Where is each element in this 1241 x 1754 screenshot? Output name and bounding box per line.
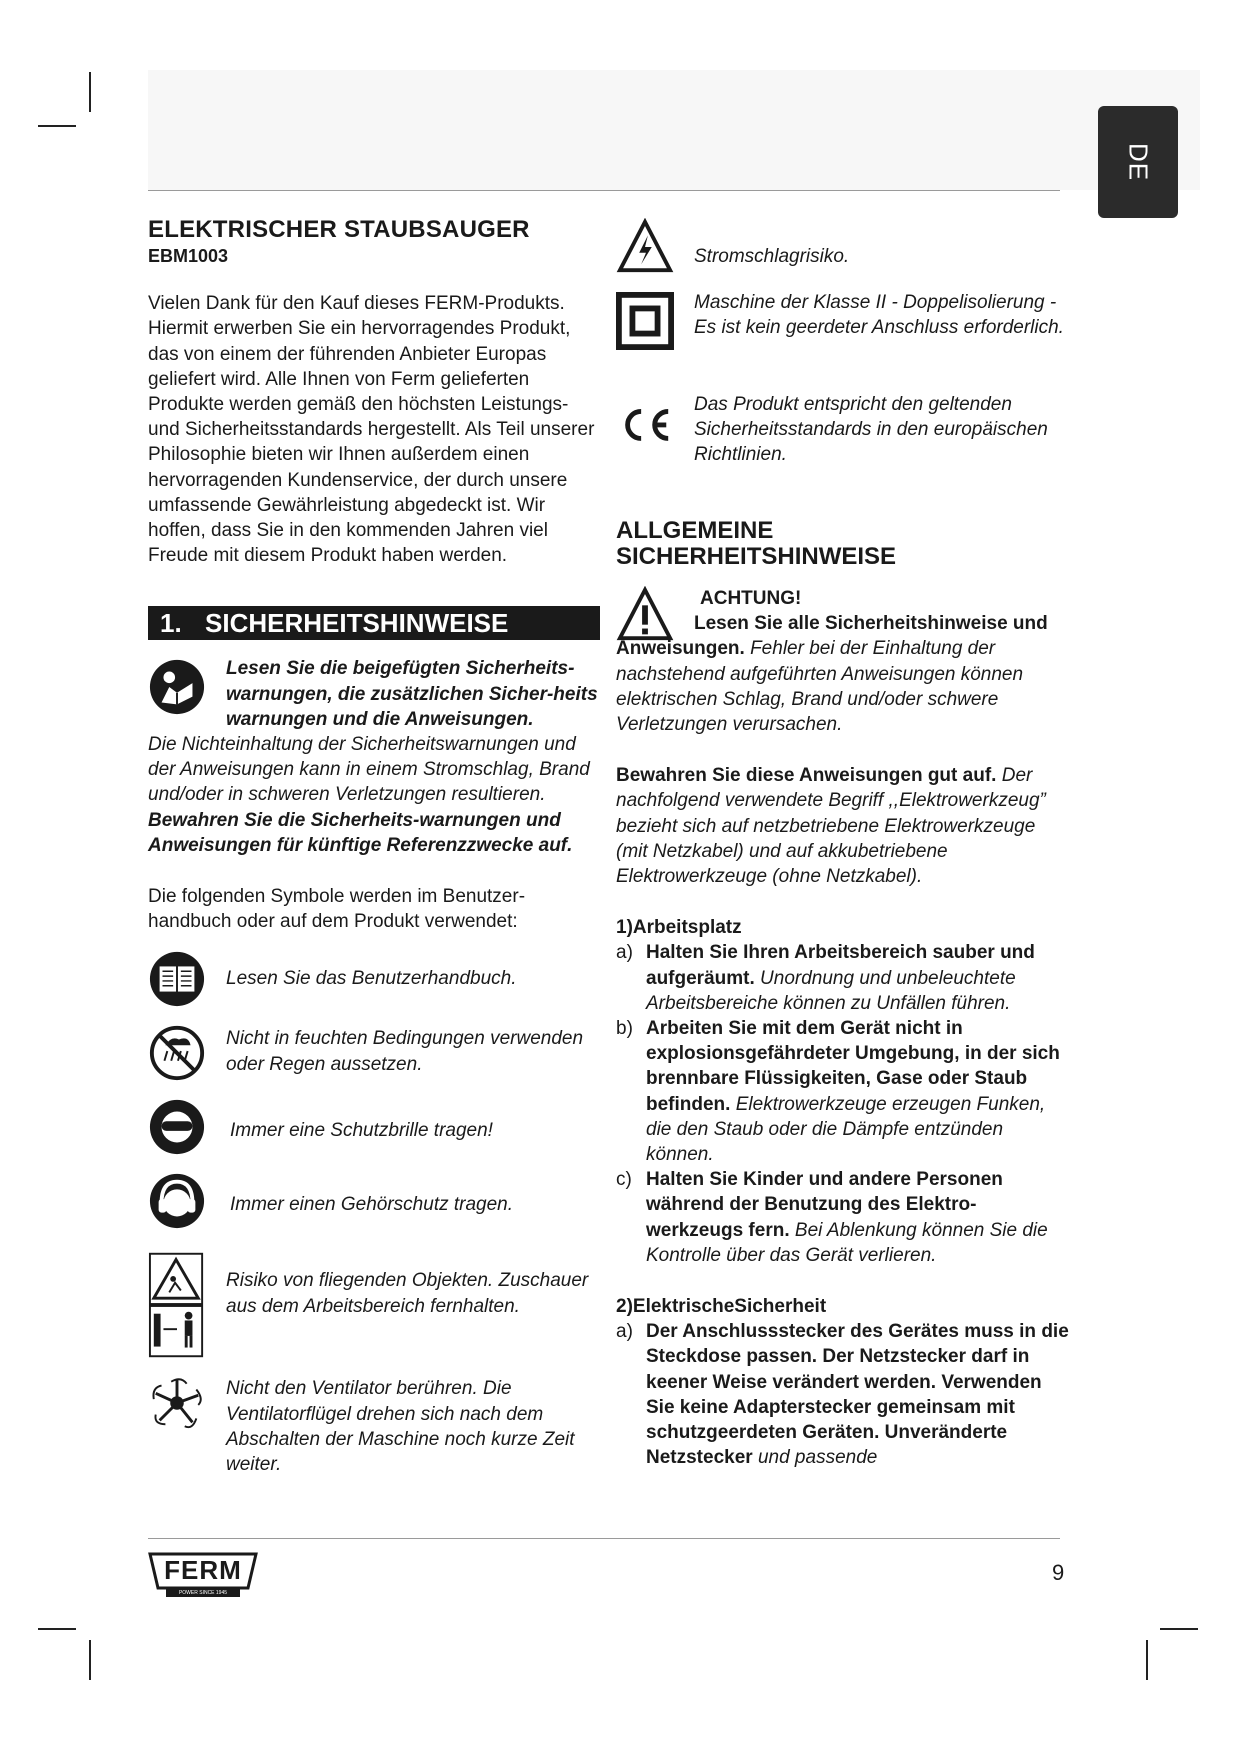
keep-warnings-text: Bewahren Sie die Sicherheits-warnungen und Anweisungen für künftige Referenzzwecke auf. [148, 809, 573, 856]
ferm-logo [148, 1552, 258, 1598]
read-warnings-block [148, 656, 600, 732]
list-item-bold: Halten Sie Kinder und andere Personen während der Benutzung des Elektro-werkzeugs fern. [646, 1169, 1003, 1241]
list-item-italic: Unordnung und unbeleuchtete Arbeitsbereiche können zu Unfällen führen. [646, 967, 1016, 1014]
list-item-italic: Bei Ablenkung können Sie die Kontrolle über das Gerät verlieren. [646, 1219, 1048, 1266]
symbol-row [148, 1170, 600, 1234]
general-heading-line2: SICHERHEITSHINWEISE [616, 543, 897, 570]
attention-italic: Fehler bei der Einhaltung der nachstehend aufgeführten Anweisungen können elektrischen Schlag, Brand und/oder schwere Verletzungen verursachen. [616, 638, 1024, 736]
symbols-intro: Die folgenden Symbole werden im Benutzer-handbuch oder auf dem Produkt verwendet: [148, 886, 526, 933]
flying-objects-icon [148, 1250, 206, 1360]
safety-goggles-icon [148, 1098, 206, 1156]
list-item-italic: Elektrowerkzeuge erzeugen Funken, die den Staub oder die Dämpfe entzünden können. [646, 1093, 1046, 1166]
list-label: a) [616, 942, 633, 964]
general-safety-heading [616, 518, 1072, 570]
language-tab-label: DE [1123, 142, 1154, 182]
list-item [616, 1167, 1072, 1268]
model-number: EBM1003 [148, 246, 229, 266]
symbol-text: Lesen Sie das Benutzerhandbuch. [226, 968, 517, 990]
list-label: c) [616, 1169, 632, 1191]
list-item [616, 1016, 1072, 1167]
right-column [616, 216, 1072, 1471]
noncompliance-text [148, 732, 600, 858]
crop-mark [38, 1628, 76, 1630]
keep-instructions-italic: Der nachfolgend verwendete Begriff ,,Elektrowerkzeug” bezieht sich auf netzbetriebene Elektrowerkzeuge (mit Netzkabel) und auf akkubetriebene Elektrowerkzeuge (ohne Netzkabel). [616, 765, 1046, 888]
no-rain-icon [148, 1024, 206, 1082]
attention-block [616, 586, 1072, 737]
list-label: b) [616, 1018, 633, 1040]
symbol-row [148, 1248, 600, 1358]
symbol-text: Das Produkt entspricht den geltenden Sicherheitsstandards in den europäischen Richtlinien. [694, 394, 1048, 466]
symbol-row [616, 392, 1072, 468]
list-label: a) [616, 1321, 633, 1343]
keep-instructions-text [616, 763, 1072, 889]
list-item-bold: Der Anschlussstecker des Gerätes muss in die Steckdose passen. Der Netzstecker darf in keener Weise verändert werden. Verwenden Sie keine Adapterstecker gemeinsam mit schutzgeerdeten Geräten. Unveränderte Netzstecker [646, 1321, 1069, 1469]
symbol-text: Stromschlagrisiko. [694, 246, 850, 267]
read-warnings-text: Lesen Sie die beigefügten Sicherheits-warnungen, die zusätzlichen Sicher-heits warnungen und die Anweisungen. [226, 658, 598, 730]
symbol-row [616, 216, 1072, 276]
language-tab [1098, 106, 1178, 218]
crop-mark [38, 125, 76, 127]
symbol-text: Risiko von fliegenden Objekten. Zuschauer aus dem Arbeitsbereich fernhalten. [226, 1270, 589, 1317]
symbol-text: Nicht in feuchten Bedingungen verwenden oder Regen aussetzen. [226, 1028, 584, 1075]
left-column [148, 216, 600, 1491]
attention-bold: Lesen Sie alle Sicherheitshinweise und Anweisungen. [616, 613, 1048, 660]
attention-label: ACHTUNG! [700, 588, 802, 609]
crop-mark [1160, 1628, 1198, 1630]
symbol-text: Immer eine Schutzbrille tragen! [230, 1120, 493, 1142]
header-band [148, 70, 1200, 190]
ce-mark-icon [616, 394, 674, 452]
symbol-text: Maschine der Klasse II - Doppelisolierung - Es ist kein geerdeter Anschluss erforderlich. [694, 292, 1064, 339]
electrical-heading: 2)ElektrischeSicherheit [616, 1296, 827, 1318]
symbol-row [148, 948, 600, 1008]
workplace-heading: 1)Arbeitsplatz [616, 917, 742, 939]
crop-mark [89, 1640, 91, 1680]
manual-book-icon [148, 950, 206, 1008]
fan-icon [148, 1374, 206, 1432]
list-item [616, 940, 1072, 1016]
symbol-text: Nicht den Ventilator berühren. Die Ventilatorflügel drehen sich nach dem Abschalten der Maschine noch kurze Zeit weiter. [226, 1378, 575, 1476]
electric-shock-icon [616, 218, 674, 276]
symbol-row [148, 1372, 600, 1477]
list-item-bold: Halten Sie Ihren Arbeitsbereich sauber und aufgeräumt. [646, 942, 1035, 989]
crop-mark [89, 72, 91, 112]
section-title: SICHERHEITSHINWEISE [205, 608, 509, 639]
symbol-text: Immer einen Gehörschutz tragen. [230, 1194, 514, 1216]
warning-triangle-icon [616, 586, 674, 644]
top-rule [148, 190, 1060, 191]
symbol-row [148, 1096, 600, 1156]
ear-protection-icon [148, 1172, 206, 1230]
section-number: 1. [160, 608, 182, 639]
symbol-row [616, 290, 1072, 366]
general-heading-line1: ALLGEMEINE [616, 517, 774, 544]
symbol-row [148, 1022, 600, 1082]
crop-mark [1146, 1640, 1148, 1680]
page-number: 9 [1052, 1560, 1065, 1585]
intro-paragraph: Vielen Dank für den Kauf dieses FERM-Produkts. Hiermit erwerben Sie ein hervorragendes Produkt, das von einem der führenden Anbieter Europas geliefert wird. Alle Ihnen von Ferm gelieferten Produkte werden gemäß den höchsten Leistungs- und Sicherheitsstandards hergestellt. Als Teil unserer Philosophie bieten wir Ihnen außerdem einen hervorragenden Kundenservice, der durch unsere umfassende Gewährleistung abgedeckt ist. Wir hoffen, dass Sie in den kommenden Jahren viel Freude mit diesem Produkt haben werden. [148, 293, 595, 567]
list-item-bold: Arbeiten Sie mit dem Gerät nicht in explosionsgefährdeter Umgebung, in der sich brennbare Flüssigkeiten, Gase oder Staub befinden. [646, 1018, 1060, 1115]
read-manual-person-icon [148, 658, 206, 716]
section-heading [148, 606, 600, 640]
logo-subtext: POWER SINCE 1945 [178, 1590, 228, 1596]
document-title: ELEKTRISCHER STAUBSAUGER [148, 216, 530, 243]
list-item-italic: und passende [757, 1447, 878, 1469]
noncompliance-sentence: Die Nichteinhaltung der Sicherheitswarnungen und der Anweisungen kann in einem Stromschlag, Brand und/oder in schweren Verletzungen resultieren. [148, 734, 590, 806]
list-item [616, 1319, 1072, 1470]
bottom-rule [148, 1538, 1060, 1539]
class-ii-icon [616, 292, 674, 350]
logo-text: FERM [164, 1555, 242, 1585]
attention-text [616, 611, 1072, 737]
keep-instructions-bold: Bewahren Sie diese Anweisungen gut auf. [616, 765, 997, 787]
